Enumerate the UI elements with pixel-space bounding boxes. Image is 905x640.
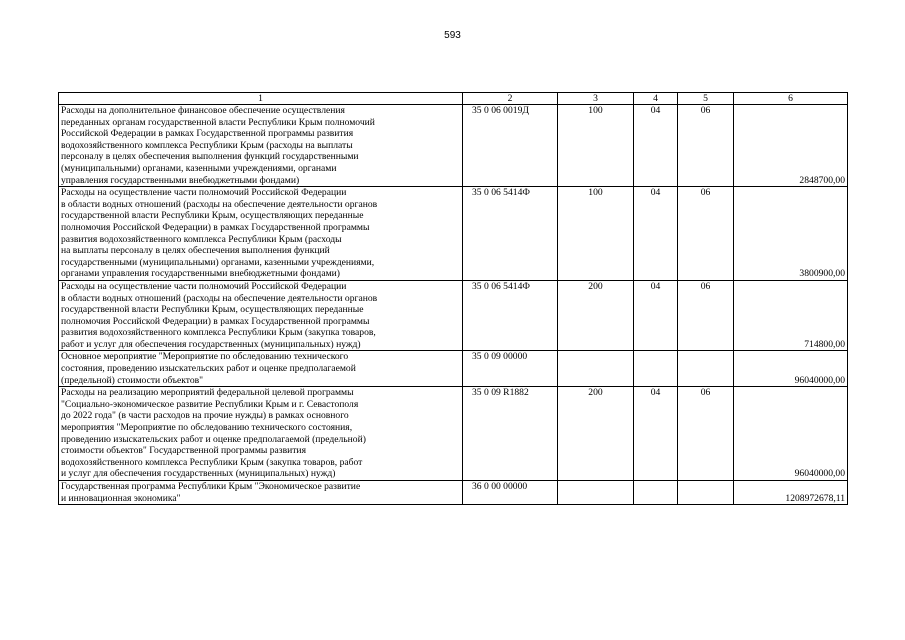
- header-cell: 6: [734, 93, 848, 105]
- row-code: 35 0 06 0019Д: [463, 105, 558, 187]
- row-description: [59, 280, 463, 351]
- row-amount: 2848700,00: [734, 105, 848, 187]
- description-line: персоналу в целях обеспечения выполнения функций государственными: [61, 151, 359, 163]
- row-col5: [678, 351, 734, 387]
- row-col3: 100: [558, 105, 634, 187]
- row-description: [59, 187, 463, 281]
- description-line: водохозяйственного комплекса Республики Крым (расходы на выплаты: [61, 139, 353, 151]
- page-number: 593: [444, 30, 461, 41]
- row-description: [59, 481, 463, 505]
- row-description: [59, 387, 463, 481]
- header-cell: 1: [59, 93, 463, 105]
- row-code: 35 0 06 5414Ф: [463, 187, 558, 281]
- row-col5: 06: [678, 187, 734, 281]
- row-col3: 200: [558, 280, 634, 351]
- description-line: Расходы на дополнительное финансовое обеспечение осуществления: [61, 105, 345, 116]
- description-line: Расходы на осуществление части полномочий Российской Федерации: [61, 280, 347, 292]
- description-line: государственной власти Республики Крым, осуществляющих переданные: [61, 210, 364, 222]
- row-col3: 100: [558, 187, 634, 281]
- description-line: в области водных отношений (расходы на обеспечение деятельности органов: [61, 198, 378, 210]
- table-row: [59, 351, 848, 387]
- description-line: Основное мероприятие "Мероприятие по обследованию технического: [61, 351, 349, 363]
- description-line: полномочия Российской Федерации) в рамках Государственной программы: [61, 315, 370, 327]
- row-code: 35 0 09 00000: [463, 351, 558, 387]
- row-col3: 200: [558, 387, 634, 481]
- row-amount: 96040000,00: [734, 387, 848, 481]
- table-row: [59, 387, 848, 481]
- row-col4: 04: [634, 105, 678, 187]
- table-row: [59, 280, 848, 351]
- description-line: водохозяйственного комплекса Республики Крым (закупка товаров, работ: [61, 456, 363, 468]
- row-col4: [634, 481, 678, 505]
- row-col3: [558, 481, 634, 505]
- description-line: управления государственными внебюджетными фондами): [61, 174, 300, 186]
- description-line: и услуг для обеспечения государственных (муниципальных) нужд): [61, 468, 336, 480]
- row-col5: [678, 481, 734, 505]
- table-header-row: [59, 93, 848, 105]
- description-line: до 2022 года" (в части расходов на прочие нужды) в рамках основного: [61, 410, 349, 422]
- description-line: "Социально-экономическое развитие Республики Крым и г. Севастополя: [61, 398, 359, 410]
- row-amount: 1208972678,11: [734, 481, 848, 505]
- description-line: государственной власти Республики Крым, осуществляющих переданные: [61, 304, 364, 316]
- row-col4: 04: [634, 187, 678, 281]
- row-code: 35 0 09 R1882: [463, 387, 558, 481]
- description-line: мероприятия "Мероприятие по обследованию технического состояния,: [61, 422, 353, 434]
- row-amount: 3800900,00: [734, 187, 848, 281]
- row-code: 35 0 06 5414Ф: [463, 280, 558, 351]
- description-line: Российской Федерации в рамках Государственной программы развития: [61, 128, 354, 140]
- row-col5: 06: [678, 387, 734, 481]
- description-line: развития водохозяйственного комплекса Республики Крым (расходы: [61, 233, 342, 245]
- description-line: (предельной) стоимости объектов": [61, 374, 204, 386]
- description-line: проведению изыскательских работ и оценке предполагаемой (предельной): [61, 433, 366, 445]
- header-cell: 4: [634, 93, 678, 105]
- row-col4: 04: [634, 387, 678, 481]
- description-line: полномочия Российской Федерации) в рамках Государственной программы: [61, 221, 370, 233]
- description-line: государственными (муниципальными) органами, казенными учреждениями,: [61, 256, 375, 268]
- budget-table: [58, 92, 848, 505]
- description-line: и инновационная экономика": [61, 492, 181, 504]
- row-code: 36 0 00 00000: [463, 481, 558, 505]
- row-description: [59, 351, 463, 387]
- table-row: [59, 187, 848, 281]
- description-line: Государственная программа Республики Крым "Экономическое развитие: [61, 481, 361, 492]
- description-line: работ и услуг для обеспечения государственных (муниципальных) нужд): [61, 338, 361, 350]
- description-line: в области водных отношений (расходы на обеспечение деятельности органов: [61, 292, 378, 304]
- table-row: [59, 105, 848, 187]
- table-row: [59, 481, 848, 505]
- description-line: Расходы на осуществление части полномочий Российской Федерации: [61, 187, 347, 199]
- header-cell: 5: [678, 93, 734, 105]
- row-col4: 04: [634, 280, 678, 351]
- row-col4: [634, 351, 678, 387]
- description-line: развития водохозяйственного комплекса Республики Крым (закупка товаров,: [61, 327, 376, 339]
- row-col5: 06: [678, 105, 734, 187]
- description-line: органами управления государственными внебюджетными фондами): [61, 268, 340, 280]
- row-description: [59, 105, 463, 187]
- row-amount: 714800,00: [734, 280, 848, 351]
- description-line: состояния, проведению изыскательских работ и оценке предполагаемой: [61, 363, 356, 375]
- description-line: стоимости объектов" Государственной программы развития: [61, 445, 306, 457]
- description-line: Расходы на реализацию мероприятий федеральной целевой программы: [61, 387, 354, 399]
- description-line: переданных органам государственной власти Республики Крым полномочий: [61, 116, 375, 128]
- row-amount: 96040000,00: [734, 351, 848, 387]
- description-line: на выплаты персоналу в целях обеспечения выполнения функций: [61, 245, 330, 257]
- description-line: (муниципальными) органами, казенными учреждениями, органами: [61, 162, 337, 174]
- row-col3: [558, 351, 634, 387]
- header-cell: 3: [558, 93, 634, 105]
- header-cell: 2: [463, 93, 558, 105]
- row-col5: 06: [678, 280, 734, 351]
